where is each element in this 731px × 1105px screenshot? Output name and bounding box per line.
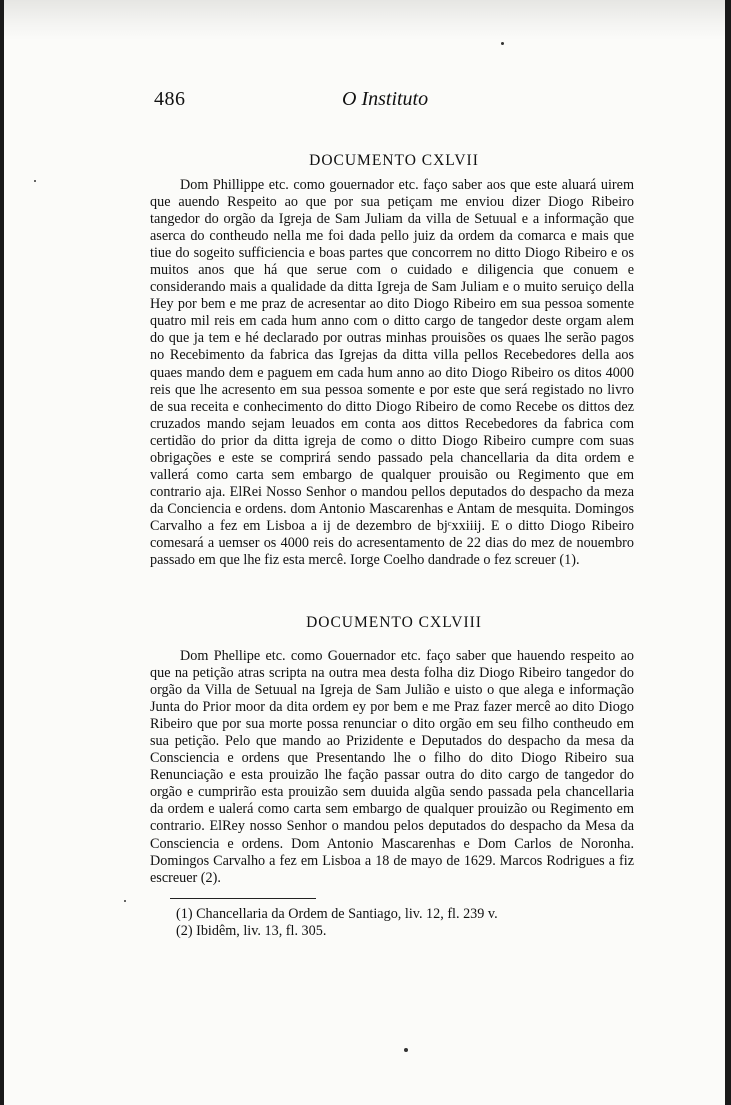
document-body-cxlvii: Dom Phillippe etc. como gouernador etc. faço saber aos que este aluará uirem que auendo Respeito ao que por sua petiçam me enviou dizer Diogo Ribeiro tangedor do orgão da Igreja de Sam Juliam da villa de Setuual e a informação que aserca do contheudo nella me foi dada pello juiz da ordem da comarca e mais que tiue do sogeito sufficiencia e boas partes que concorrem no ditto Diogo Ribeiro e os muitos anos que há que serue com o cuidado e diligencia que conuem e considerando mais a qualidade da ditta Igreja de Sam Juliam e o muito seruiço della Hey por bem e me praz de acresentar ao dito Diogo Ribeiro em sua pessoa somente quatro mil reis em cada hum anno com o ditto cargo de tangedor deste orgam alem do que ja tem e hé declarado por outras minhas prouisões os quaes lhe serão pagos no Recebimento da fabrica das Igrejas da ditta villa pellos Recebedores della aos quaes mando dem e paguem em cada hum anno ao dito Diogo Ribeiro os ditos 4000 reis que lhe acresento em sua pessoa somente e por este que será registado no livro de sua receita e conhecimento do ditto Diogo Ribeiro de como Recebe os dittos dez cruzados mando sejam leuados em conta aos dittos Recebedores da fabrica com certidão do prior da ditta igreja de como o ditto Diogo Ribeiro cumpre com suas obrigações e este se comprirá sendo passado pela chancellaria da dita ordem e vallerá como carta sem embargo de qualquer prouisão ou Regimento que em contrario aja. ElRei Nosso Senhor o mandou pellos deputados do despacho da meza da Conciencia e ordens. dom Antonio Mascarenhas e Antam de mesquita. Domingos Carvalho a fez em Lisboa a ij de dezembro de bjᶜxxiiij. E o ditto Diogo Ribeiro comesará a uemser os 4000 reis do acresentamento de 22 dias do mez de nouembro passado em que lhe fiz esta mercê. Iorge Coelho dandrade o fez screuer (1). [150,177,634,569]
scan-speck [124,900,126,902]
footnotes [176,906,498,940]
scan-speck [404,1048,408,1052]
scan-speck [34,180,36,182]
footnote-divider [170,898,316,899]
footnote-1: (1) Chancellaria da Ordem de Santiago, liv. 12, fl. 239 v. [176,906,498,922]
document-title-cxlvii: DOCUMENTO CXLVII [309,152,479,169]
scan-speck [501,42,504,45]
document-body-cxlviii: Dom Phellipe etc. como Gouernador etc. faço saber que hauendo respeito ao que na petição atras scripta na outra mea desta folha diz Diogo Ribeiro tangedor do orgão da Villa de Setuual na Igreja de Sam Julião e uisto o que alega e informação Junta do Prior moor da dita ordem ey por bem e me Praz fazer mercê ao dito Diogo Ribeiro que por sua morte possa renunciar o dito orgão em seu filho contheudo em sua petição. Pelo que mando ao Prizidente e Deputados do despacho da mesa da Consciencia e ordens que Presentando lhe o filho do dito Diogo Ribeiro sua Renunciação e esta prouizão lhe fação passar outra do dito cargo de tangedor do orgão e cumprirão esta prouizão sem duuida algũa sendo passada pela chancellaria da ordem e ualerá como carta sem embargo de qualquer prouizão ou Regimento em contrario. ElRey nosso Senhor o mandou pelos deputados do despacho da Mesa da Consciencia e ordens. Dom Antonio Mascarenhas e Dom Carlos de Noronha. Domingos Carvalho a fez em Lisboa a 18 de mayo de 1629. Marcos Rodrigues a fiz escreuer (2). [150,648,634,886]
document-title-cxlviii: DOCUMENTO CXLVIII [306,614,482,631]
footnote-2: (2) Ibidêm, liv. 13, fl. 305. [176,923,327,939]
running-title: O Instituto [342,88,429,110]
page-number: 486 [154,88,186,110]
scan-edge-shading [4,0,725,40]
